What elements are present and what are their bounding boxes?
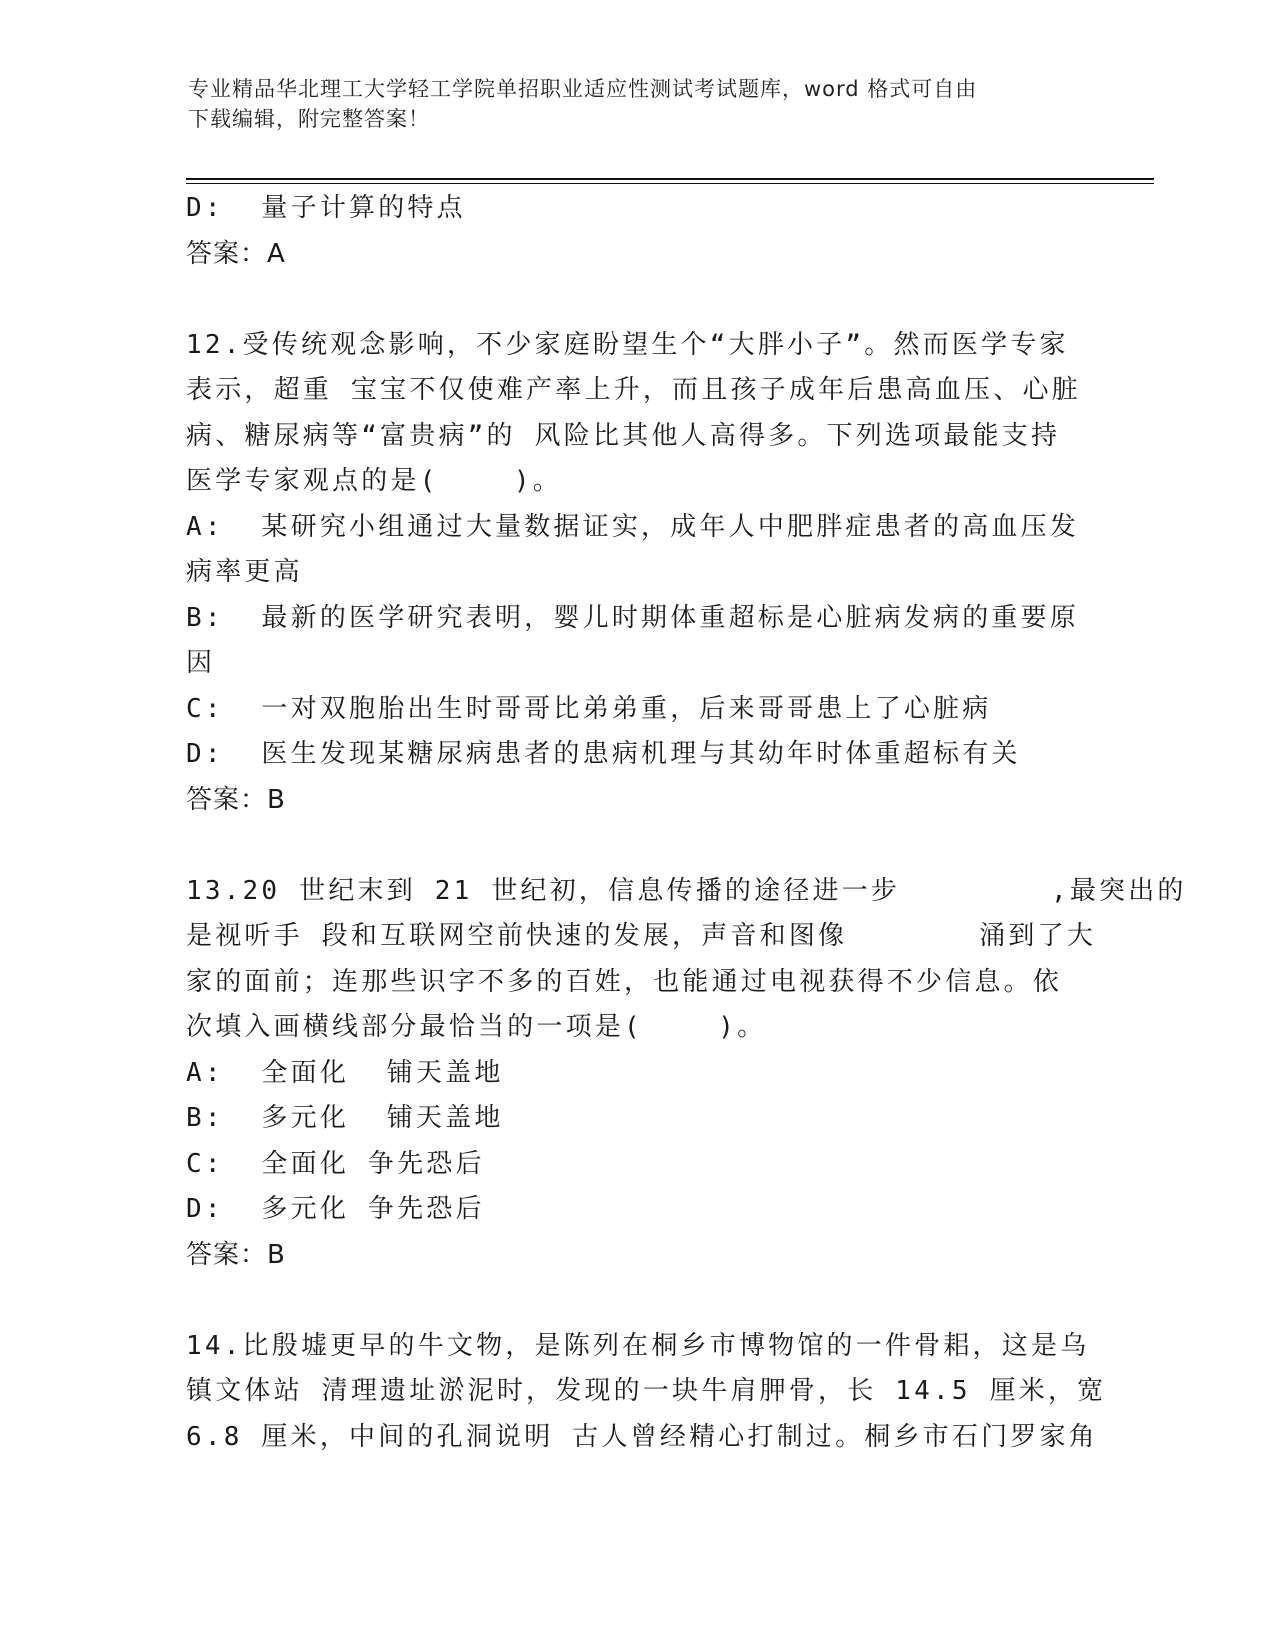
header-rule-thick xyxy=(186,178,1154,180)
q12-stem-line: 表示，超重 宝宝不仅使难产率上升，而且孩子成年后患高血压、心脏 xyxy=(186,375,1081,405)
q12-stem-line: 12.受传统观念影响，不少家庭盼望生个“大胖小子”。然而医学专家 xyxy=(186,329,1069,360)
question-14 xyxy=(186,1324,1107,1461)
q14-stem-line: 14.比殷墟更早的牛文物，是陈列在桐乡市博物馆的一件骨耜，这是乌 xyxy=(186,1330,1090,1361)
q12-option-d: D: 医生发现某糖尿病患者的患病机理与其幼年时体重超标有关 xyxy=(186,739,1021,769)
q12-answer: 答案：B xyxy=(186,784,286,815)
q12-option-a: A: 某研究小组通过大量数据证实，成年人中肥胖症患者的高血压发 xyxy=(186,511,1080,542)
q13-answer: 答案：B xyxy=(186,1239,286,1270)
spacer xyxy=(186,1278,1086,1324)
document-body xyxy=(186,186,1187,1460)
header-line-2: 下载编辑，附完整答案！ xyxy=(188,107,430,131)
q13-stem-line: 家的面前；连那些识字不多的百姓，也能通过电视获得不少信息。依 xyxy=(186,966,1063,997)
q13-option-b: B: 多元化 铺天盖地 xyxy=(186,1103,504,1133)
q11-answer: 答案：A xyxy=(186,238,286,269)
q13-option-d: D: 多元化 争先恐后 xyxy=(186,1194,485,1224)
q13-option-c: C: 全面化 争先恐后 xyxy=(186,1148,485,1179)
q12-option-c: C: 一对双胞胎出生时哥哥比弟弟重，后来哥哥患上了心脏病 xyxy=(186,693,992,724)
page-header xyxy=(188,74,1068,134)
q11-option-d: D: 量子计算的特点 xyxy=(186,193,466,223)
spacer xyxy=(186,277,1086,323)
q12-option-b-cont: 因 xyxy=(186,648,216,678)
q14-stem-line: 镇文体站 清理遗址淤泥时，发现的一块牛肩胛骨，长 14.5 厘米，宽 xyxy=(186,1376,1107,1406)
q13-stem-line: 13.20 世纪末到 21 世纪初，信息传播的途径进一步 ,最突出的 xyxy=(186,875,1187,906)
question-13 xyxy=(186,869,1187,1279)
q13-option-a: A: 全面化 铺天盖地 xyxy=(186,1057,504,1088)
header-line-1: 专业精品华北理工大学轻工学院单招职业适应性测试考试题库，word 格式可自由 xyxy=(188,77,978,101)
header-rule-thin xyxy=(186,183,1154,184)
spacer xyxy=(186,823,1086,869)
q12-option-a-cont: 病率更高 xyxy=(186,557,303,587)
q13-stem-line: 次填入画横线部分最恰当的一项是( )。 xyxy=(186,1012,767,1042)
q14-stem-line: 6.8 厘米，中间的孔洞说明 古人曾经精心打制过。桐乡市石门罗家角 xyxy=(186,1421,1098,1452)
question-12 xyxy=(186,323,1086,824)
q12-stem-line: 病、糖尿病等“富贵病”的 风险比其他人高得多。下列选项最能支持 xyxy=(186,420,1061,451)
q12-stem-line: 医学专家观点的是( )。 xyxy=(186,466,562,496)
q12-option-b: B: 最新的医学研究表明，婴儿时期体重超标是心脏病发病的重要原 xyxy=(186,602,1080,633)
q13-stem-line: 是视听手 段和互联网空前快速的发展，声音和图像 涌到了大 xyxy=(186,921,1097,951)
